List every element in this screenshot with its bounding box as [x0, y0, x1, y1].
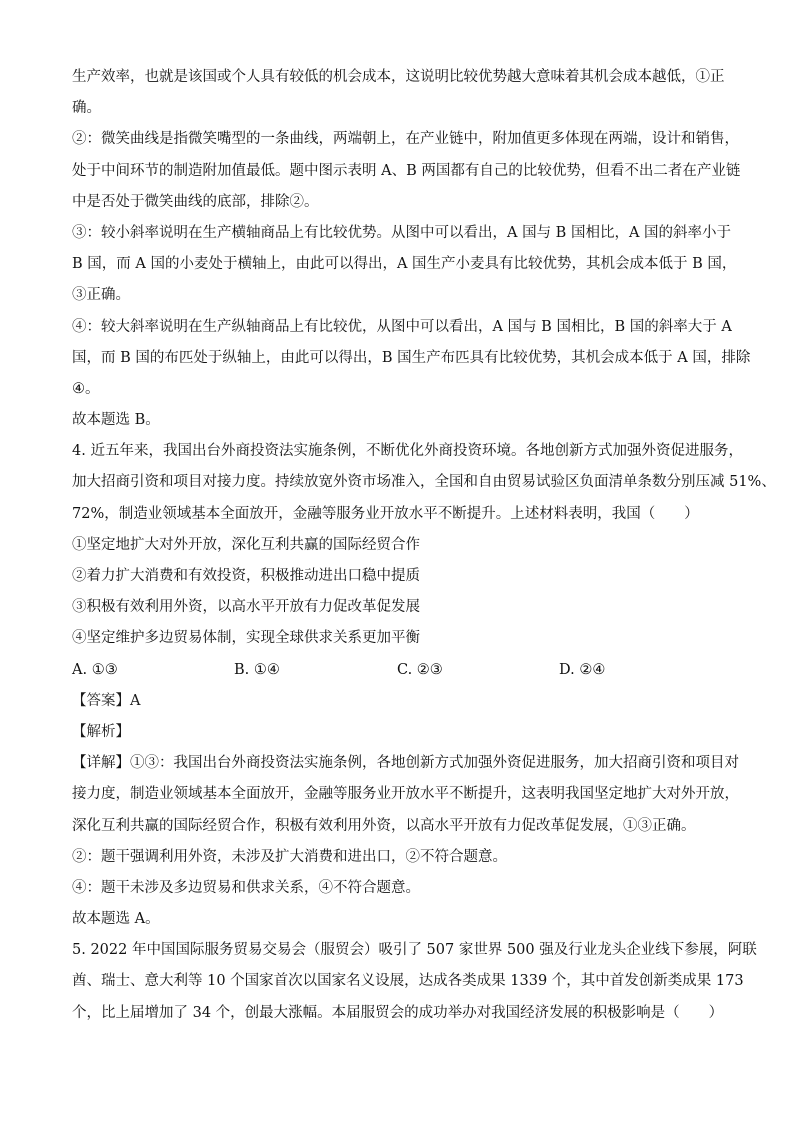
option-c: C. ②③	[397, 661, 443, 678]
text-line: ④：较大斜率说明在生产纵轴商品上有比较优，从图中可以看出，A 国与 B 国相比，B 国的斜率大于 A	[72, 318, 732, 335]
explanation-line: 深化互利共赢的国际经贸合作，积极有效利用外资，以高水平开放有力促改革促发展，①③正确。	[72, 817, 696, 834]
conclusion-line: 故本题选 A。	[72, 911, 160, 928]
question-4-stem: 4. 近五年来，我国出台外商投资法实施条例，不断优化外商投资环境。各地创新方式加强外资促进服务，	[72, 443, 743, 460]
option-d: D. ②④	[559, 661, 606, 678]
explanation-line: ②：题干强调利用外资，未涉及扩大消费和进出口，②不符合题意。	[72, 848, 507, 865]
question-4-stem: 72%，制造业领域基本全面放开，金融等服务业开放水平不断提升。上述材料表明，我国（ ）	[72, 505, 699, 522]
text-line: 中是否处于微笑曲线的底部，排除②。	[72, 193, 319, 210]
document-body	[72, 62, 776, 1029]
question-4-stem: 加大招商引资和项目对接力度。持续放宽外资市场准入，全国和自由贸易试验区负面清单条数分别压减 51%、	[72, 474, 776, 491]
option-a: A. ①③	[72, 661, 118, 678]
text-line: B 国，而 A 国的小麦处于横轴上，由此可以得出，A 国生产小麦具有比较优势，其机会成本低于 B 国，	[72, 256, 737, 273]
text-line: 国，而 B 国的布匹处于纵轴上，由此可以得出，B 国生产布匹具有比较优势，其机会成本低于 A 国，排除	[72, 349, 751, 366]
explanation-line: ④：题干未涉及多边贸易和供求关系，④不符合题意。	[72, 879, 420, 896]
text-line: 故本题选 B。	[72, 412, 160, 429]
text-line: ③正确。	[72, 287, 130, 304]
question-4-statement: ③积极有效利用外资，以高水平开放有力促改革促发展	[72, 599, 420, 616]
option-b: B. ①④	[234, 661, 280, 678]
explanation-line: 【详解】①③：我国出台外商投资法实施条例，各地创新方式加强外资促进服务，加大招商引资和项目对	[72, 755, 739, 772]
text-line: ④。	[72, 380, 100, 397]
text-line: 确。	[72, 100, 101, 117]
question-5-stem: 5. 2022 年中国国际服务贸易交易会（服贸会）吸引了 507 家世界 500 强及行业龙头企业线下参展，阿联	[72, 942, 757, 959]
answer-options	[72, 655, 722, 686]
explanation-line: 接力度，制造业领域基本全面放开，金融等服务业开放水平不断提升，这表明我国坚定地扩大对外开放，	[72, 786, 739, 803]
text-line: ③：较小斜率说明在生产横轴商品上有比较优势。从图中可以看出，A 国与 B 国相比，A 国的斜率小于	[72, 224, 732, 241]
text-line: 处于中间环节的制造附加值最低。题中图示表明 A、B 两国都有自己的比较优势，但看不出二者在产业链	[72, 162, 741, 179]
text-line: 生产效率，也就是该国或个人具有较低的机会成本，这说明比较优势越大意味着其机会成本越低，①正	[72, 69, 725, 85]
question-5-stem: 个，比上届增加了 34 个，创最大涨幅。本届服贸会的成功举办对我国经济发展的积极影响是（ ）	[72, 1004, 724, 1021]
question-4-statement: ②着力扩大消费和有效投资，积极推动进出口稳中提质	[72, 568, 420, 584]
text-line: ②：微笑曲线是指微笑嘴型的一条曲线，两端朝上，在产业链中，附加值更多体现在两端，设计和销售，	[72, 131, 739, 148]
analysis-label: 【解析】	[72, 723, 130, 740]
answer-label: 【答案】A	[72, 692, 141, 709]
question-5-stem: 酋、瑞士、意大利等 10 个国家首次以国家名义设展，达成各类成果 1339 个，其中首发创新类成果 173	[72, 973, 744, 990]
question-4-statement: ①坚定地扩大对外开放，深化互利共赢的国际经贸合作	[72, 536, 420, 553]
question-4-statement: ④坚定维护多边贸易体制，实现全球供求关系更加平衡	[72, 630, 420, 647]
